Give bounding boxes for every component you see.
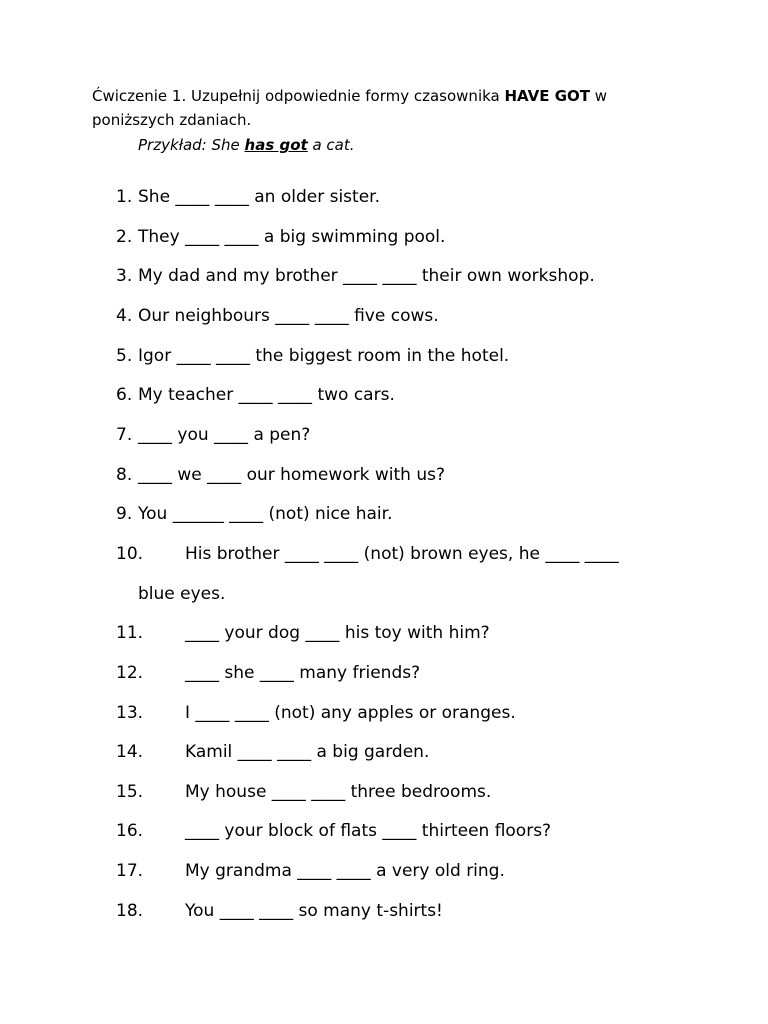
item-sentence: Kamil ____ ____ a big garden. — [185, 742, 430, 762]
item-number: 17. — [116, 861, 144, 881]
item-number: 8. — [116, 465, 133, 485]
item-number: 2. — [116, 227, 133, 247]
item-number: 15. — [116, 782, 144, 802]
instruction-verb: HAVE GOT — [504, 87, 591, 105]
item-sentence: Igor ____ ____ the biggest room in the hotel. — [138, 346, 510, 366]
item-sentence: Our neighbours ____ ____ five cows. — [138, 306, 439, 326]
instruction-text-2: w poniższych zdaniach. — [92, 87, 608, 129]
item-continuation: blue eyes. — [138, 584, 226, 604]
instruction-text-1: Ćwiczenie 1. Uzupełnij odpowiednie formy czasownika — [92, 87, 505, 105]
example-prefix: Przykład: She — [138, 136, 245, 154]
item-number: 14. — [116, 742, 144, 762]
item-number: 5. — [116, 346, 133, 366]
item-sentence: His brother ____ ____ (not) brown eyes, he ____ ____ — [185, 544, 619, 564]
item-number: 13. — [116, 703, 144, 723]
item-number: 1. — [116, 187, 133, 207]
item-sentence: My dad and my brother ____ ____ their own workshop. — [138, 266, 595, 286]
example-answer: has got — [244, 136, 308, 154]
item-sentence: ____ we ____ our homework with us? — [138, 465, 446, 485]
item-sentence: My grandma ____ ____ a very old ring. — [185, 861, 505, 881]
item-number: 11. — [116, 623, 144, 643]
item-number: 12. — [116, 663, 144, 683]
item-number: 7. — [116, 425, 133, 445]
item-sentence: They ____ ____ a big swimming pool. — [138, 227, 446, 247]
item-sentence: You ____ ____ so many t-shirts! — [185, 901, 443, 921]
item-number: 3. — [116, 266, 133, 286]
item-sentence: ____ you ____ a pen? — [138, 425, 311, 445]
item-number: 6. — [116, 385, 133, 405]
item-sentence: I ____ ____ (not) any apples or oranges. — [185, 703, 516, 723]
item-number: 10. — [116, 544, 144, 564]
item-number: 16. — [116, 821, 144, 841]
example-suffix: a cat. — [307, 136, 355, 154]
item-sentence: You ______ ____ (not) nice hair. — [138, 504, 393, 524]
item-sentence: My teacher ____ ____ two cars. — [138, 385, 395, 405]
item-sentence: ____ your block of flats ____ thirteen floors? — [185, 821, 552, 841]
item-number: 18. — [116, 901, 144, 921]
item-sentence: ____ she ____ many friends? — [185, 663, 421, 683]
item-sentence: My house ____ ____ three bedrooms. — [185, 782, 492, 802]
item-number: 9. — [116, 504, 133, 524]
item-sentence: ____ your dog ____ his toy with him? — [185, 623, 490, 643]
item-sentence: She ____ ____ an older sister. — [138, 187, 380, 207]
item-number: 4. — [116, 306, 133, 326]
